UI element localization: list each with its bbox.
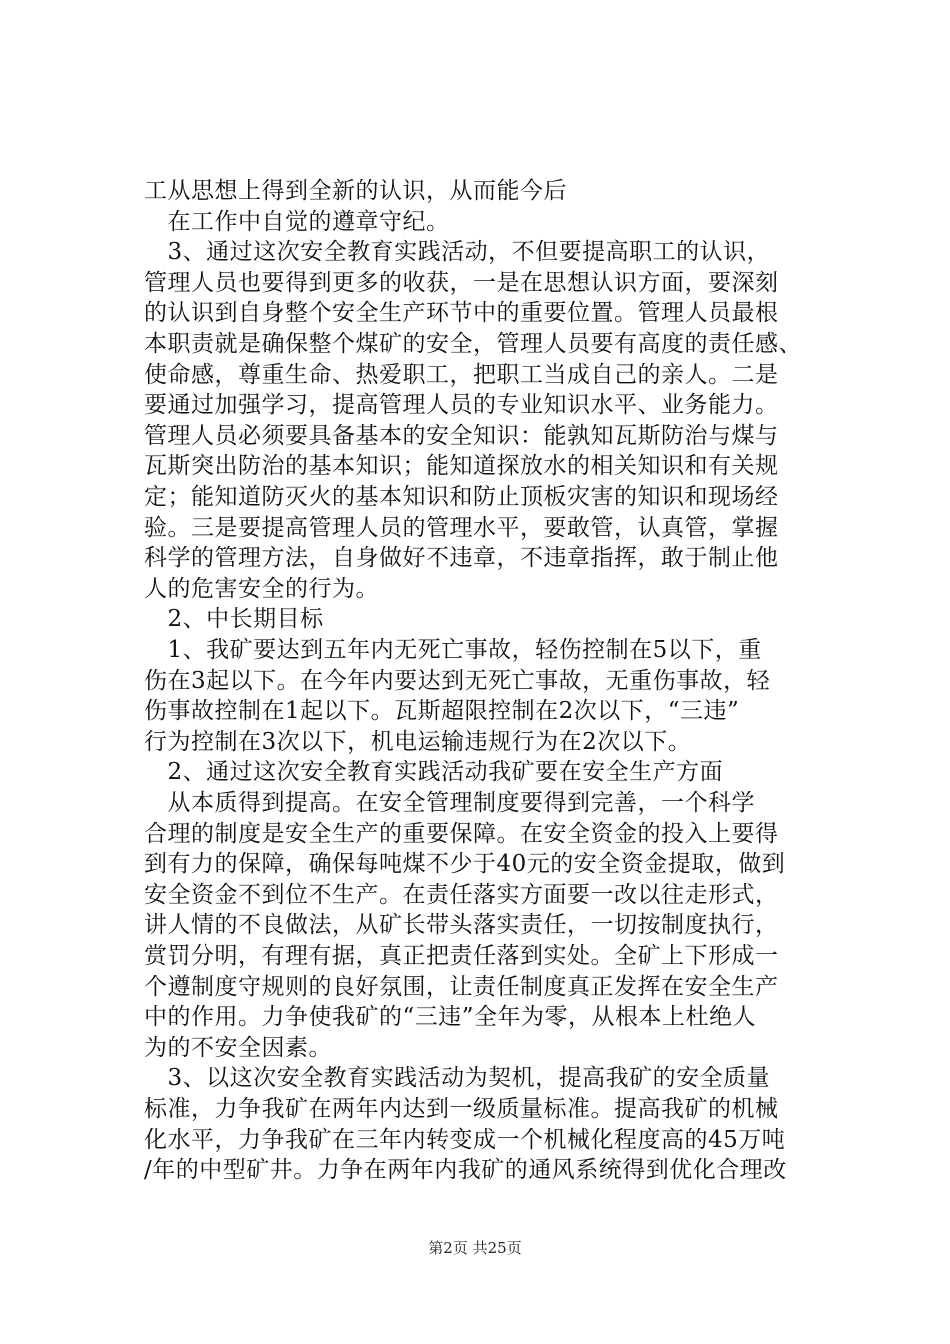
text-line: 工从思想上得到全新的认识，从而能今后 bbox=[144, 178, 567, 204]
text-line: 从本质得到提高。在安全管理制度要得到完善，一个科学 bbox=[144, 790, 755, 816]
text-line: 2、通过这次安全教育实践活动我矿要在安全生产方面 bbox=[144, 759, 724, 785]
text-line: 验。三是要提高管理人员的管理水平，要敢管，认真管，掌握 bbox=[144, 515, 779, 541]
text-line: 伤在3起以下。在今年内要达到无死亡事故，无重伤事故，轻 bbox=[144, 668, 771, 694]
text-line: 人的危害安全的行为。 bbox=[144, 576, 379, 602]
text-line: 要通过加强学习，提高管理人员的专业知识水平、业务能力。 bbox=[144, 392, 779, 418]
text-line: 的认识到自身整个安全生产环节中的重要位置。管理人员最根 bbox=[144, 300, 779, 326]
text-line: 3、以这次安全教育实践活动为契机，提高我矿的安全质量 bbox=[144, 1065, 771, 1091]
text-line: 3、通过这次安全教育实践活动，不但要提高职工的认识， bbox=[144, 239, 771, 265]
page-footer: 第2页 共25页 bbox=[428, 1239, 522, 1257]
text-line: 中的作用。力争使我矿的“三违”全年为零，从根本上杜绝人 bbox=[144, 1004, 757, 1030]
text-line: 化水平，力争我矿在三年内转变成一个机械化程度高的45万吨 bbox=[144, 1127, 786, 1153]
text-line: 定；能知道防灭火的基本知识和防止顶板灾害的知识和现场经 bbox=[144, 484, 779, 510]
text-line: 1、我矿要达到五年内无死亡事故，轻伤控制在5以下，重 bbox=[144, 637, 762, 663]
text-line: /年的中型矿井。力争在两年内我矿的通风系统得到优化合理改 bbox=[144, 1157, 787, 1183]
text-line: 行为控制在3次以下，机电运输违规行为在2次以下。 bbox=[144, 729, 692, 755]
text-line: 在工作中自觉的遵章守纪。 bbox=[144, 209, 450, 235]
text-line: 标准，力争我矿在两年内达到一级质量标准。提高我矿的机械 bbox=[144, 1096, 779, 1122]
text-line: 科学的管理方法，自身做好不违章，不违章指挥，敢于制止他 bbox=[144, 545, 779, 571]
text-line: 到有力的保障，确保每吨煤不少于40元的安全资金提取，做到 bbox=[144, 851, 786, 877]
text-line: 使命感，尊重生命、热爱职工，把职工当成自己的亲人。二是 bbox=[144, 362, 779, 388]
text-line: 伤事故控制在1起以下。瓦斯超限控制在2次以下，“三违” bbox=[144, 698, 740, 724]
text-line: 瓦斯突出防治的基本知识；能知道探放水的相关知识和有关规 bbox=[144, 453, 779, 479]
text-line: 2、中长期目标 bbox=[144, 606, 324, 632]
text-line: 本职责就是确保整个煤矿的安全，管理人员要有高度的责任感、 bbox=[144, 331, 802, 357]
text-line: 管理人员必须要具备基本的安全知识：能孰知瓦斯防治与煤与 bbox=[144, 423, 779, 449]
text-line: 讲人情的不良做法，从矿长带头落实责任，一切按制度执行， bbox=[144, 912, 779, 938]
text-line: 合理的制度是安全生产的重要保障。在安全资金的投入上要得 bbox=[144, 821, 779, 847]
text-line: 为的不安全因素。 bbox=[144, 1035, 332, 1061]
text-line: 管理人员也要得到更多的收获，一是在思想认识方面，要深刻 bbox=[144, 270, 779, 296]
text-line: 安全资金不到位不生产。在责任落实方面要一改以往走形式， bbox=[144, 882, 779, 908]
text-line: 赏罚分明，有理有据，真正把责任落到实处。全矿上下形成一 bbox=[144, 943, 779, 969]
text-line: 个遵制度守规则的良好氛围，让责任制度真正发挥在安全生产 bbox=[144, 974, 779, 1000]
